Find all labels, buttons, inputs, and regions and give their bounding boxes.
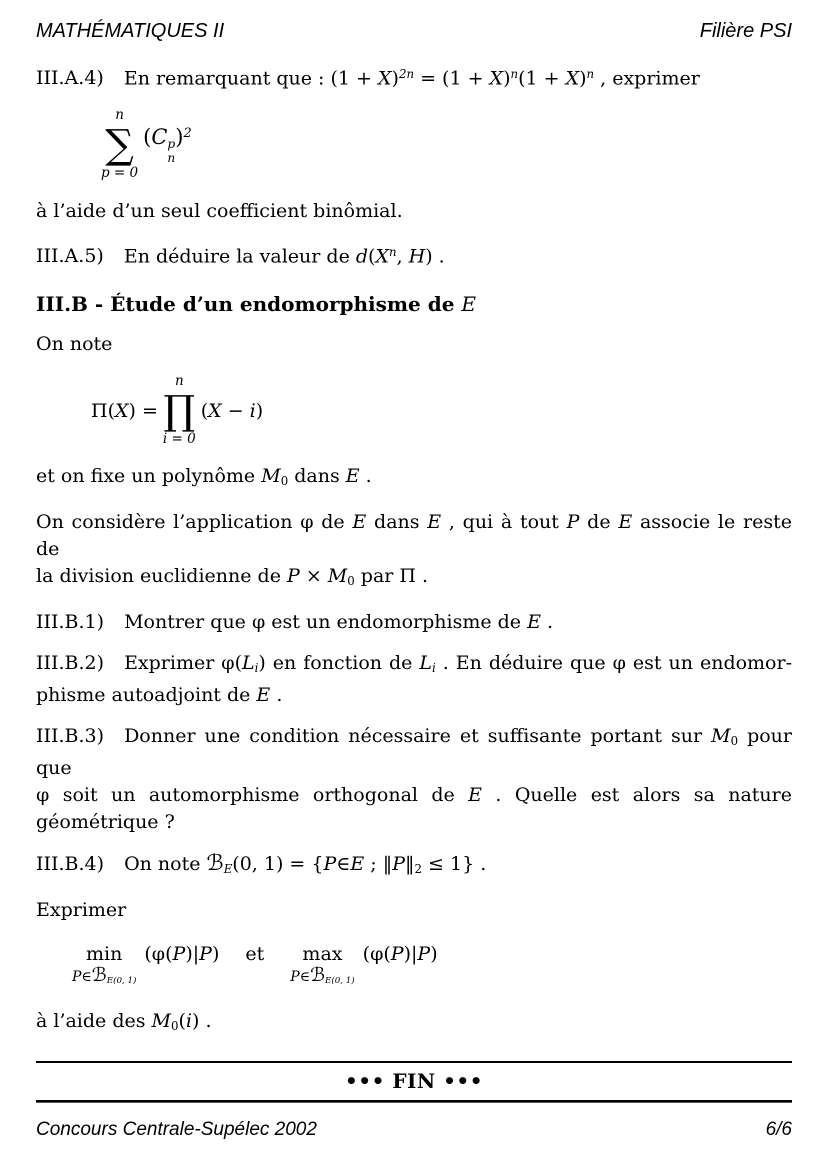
- subscript: n: [167, 151, 176, 166]
- exprimer-text: Exprimer: [36, 898, 127, 921]
- text-run: Exprimer φ(: [124, 652, 243, 674]
- text-run: E(0, 1): [325, 975, 355, 986]
- text-run: III.A.5): [36, 245, 104, 268]
- text-run: par Π .: [354, 565, 429, 588]
- text-run: (1 +: [330, 67, 378, 90]
- question-III-B-4: [36, 850, 792, 883]
- text-run: ): [579, 67, 587, 90]
- header-filiere: Filière PSI: [699, 20, 792, 42]
- section-heading-III-B: [36, 291, 792, 318]
- text-run: ): [391, 67, 399, 90]
- text-run: Donner une condition nécessaire et suffisante portant sur: [124, 724, 712, 747]
- text-run: E: [461, 292, 476, 317]
- fin-label: ••• FIN •••: [345, 1068, 483, 1093]
- text-run: P: [392, 852, 405, 875]
- text-run: E: [350, 852, 365, 875]
- max-term: [290, 943, 437, 991]
- max-operator: [290, 943, 354, 991]
- aide-M0i-text: [36, 1008, 792, 1040]
- text-run: E(0, 1): [106, 975, 137, 986]
- text-run: E: [256, 683, 271, 706]
- text-run: M: [327, 565, 348, 588]
- text-run: III.B.4): [36, 852, 105, 875]
- text-run: . Quelle est alors sa nature: [482, 783, 792, 806]
- sigma-symbol: ∑: [105, 122, 134, 169]
- text-run: ℬ: [206, 850, 224, 876]
- text-run: Montrer que φ est un endomorphisme de: [124, 611, 528, 633]
- text-run: (φ(: [362, 942, 391, 965]
- text-run: X: [375, 245, 389, 268]
- max-label: max: [302, 942, 343, 965]
- text-run: ): [211, 942, 220, 965]
- text-run: X: [489, 67, 504, 90]
- text-run: à l’aide des: [36, 1009, 152, 1032]
- text-run: 0: [171, 1018, 179, 1033]
- text-run: P: [287, 565, 300, 588]
- min-label: min: [86, 942, 123, 965]
- text-run: la division euclidienne de: [36, 565, 287, 588]
- text-run: ∈: [336, 852, 351, 875]
- text-run: P: [72, 968, 82, 985]
- text-run: En déduire la valeur de: [123, 245, 356, 268]
- text-run: L: [419, 652, 432, 674]
- text-run: E: [618, 511, 633, 534]
- text-run: En remarquant que :: [123, 67, 331, 90]
- text-run: III.B.2): [36, 652, 105, 674]
- product-lhs: [91, 400, 158, 422]
- fixe-polynome-text: [36, 463, 792, 495]
- question-III-A-5: [36, 239, 792, 270]
- sum-operator: [101, 107, 138, 182]
- footer-page-number: 6/6: [765, 1118, 792, 1140]
- text-run: P: [390, 942, 404, 965]
- text-run: P: [172, 942, 186, 965]
- text-run: n: [388, 244, 397, 259]
- text-run: . En déduire que φ est un endomor-: [435, 652, 793, 674]
- text-run: ): [255, 399, 264, 422]
- min-term: [72, 943, 219, 991]
- text-run: associe le reste de: [36, 511, 792, 561]
- et-connector: et: [245, 942, 265, 965]
- text-run: III.B.1): [36, 611, 105, 633]
- text-run: E: [527, 611, 541, 633]
- text-run: C: [151, 124, 168, 149]
- text-run: ) =: [128, 399, 158, 422]
- text-run: d: [355, 245, 369, 268]
- text-run: dans: [288, 465, 346, 488]
- sum-expression: [143, 125, 192, 166]
- text-run: i: [185, 1009, 192, 1032]
- text-run: P: [417, 942, 431, 965]
- footer-concours: Concours Centrale-Supélec 2002: [36, 1118, 317, 1140]
- text-run: .: [270, 683, 283, 706]
- text-run: III.B.3): [36, 724, 105, 747]
- text-run: X: [565, 67, 580, 90]
- text-run: i: [431, 660, 436, 675]
- text-run: n: [510, 67, 519, 81]
- text-run: P: [290, 968, 300, 985]
- text-run: L: [242, 652, 255, 674]
- text-run: dans: [366, 511, 428, 534]
- text-run: ): [430, 942, 438, 965]
- text-run: ∈: [81, 968, 92, 985]
- product-rhs: [201, 400, 263, 422]
- text-run: Π(: [91, 399, 115, 422]
- question-III-B-3: [36, 723, 792, 836]
- text-run: .: [359, 465, 372, 488]
- question-III-B-1: [36, 609, 792, 636]
- sum-lower-limit: p = 0: [101, 165, 139, 182]
- text-run: ℬ: [310, 963, 325, 986]
- text-run: (1 +: [442, 67, 490, 90]
- qb3-line1: [36, 723, 792, 782]
- text-run: On considère l’application φ de: [36, 511, 353, 534]
- text-run: ‖: [405, 852, 415, 875]
- qb2-line2: [36, 682, 792, 709]
- question-III-B-2: [36, 650, 792, 709]
- question-III-A-4: [36, 61, 792, 92]
- on-note-text: On note: [36, 333, 113, 356]
- considere-line1: [36, 509, 792, 563]
- text-run: E: [345, 465, 360, 488]
- product-operator: [163, 373, 196, 448]
- product-lower-limit: i = 0: [162, 430, 196, 447]
- text-run: )|: [403, 942, 418, 965]
- text-run: ℬ: [91, 963, 107, 986]
- text-run: )|: [185, 942, 200, 965]
- text-run: phisme autoadjoint de: [36, 683, 257, 706]
- text-run: φ soit un automorphisme orthogonal de: [36, 783, 469, 806]
- considere-line2: [36, 563, 792, 595]
- qb3-line2: [36, 782, 792, 809]
- text-run: 2n: [398, 67, 415, 81]
- text-run: ) en fonction de: [258, 652, 420, 674]
- qb3-line3: [36, 809, 792, 836]
- superscript: p: [167, 137, 176, 152]
- min-expression: [144, 943, 219, 965]
- product-upper-limit: n: [174, 373, 184, 390]
- sum-formula: [96, 107, 792, 182]
- text-run: III.B - Étude d’un endomorphisme de: [36, 292, 462, 317]
- text-run: X: [208, 399, 222, 422]
- text-run: 0: [280, 474, 289, 489]
- text-run: (1 +: [518, 67, 566, 90]
- text-run: ): [175, 124, 184, 149]
- text-run: ≤ 1} .: [422, 852, 487, 875]
- text-run: , qui à tout: [441, 511, 567, 534]
- text-run: ): [503, 67, 511, 90]
- text-run: (φ(: [144, 942, 173, 965]
- text-run: ; ‖: [364, 852, 393, 875]
- text-run: E: [223, 861, 233, 876]
- text-run: On note: [124, 852, 207, 875]
- text-run: i: [254, 660, 259, 675]
- pi-product-symbol: ∏: [163, 387, 196, 434]
- considere-paragraph: [36, 509, 792, 595]
- page-footer: [36, 1102, 792, 1141]
- text-run: X: [378, 67, 392, 90]
- min-operator: [72, 943, 136, 991]
- text-run: ) .: [425, 245, 445, 268]
- text-run: n: [586, 67, 595, 81]
- text-run: et on fixe un polynôme: [36, 465, 262, 488]
- text-run: ×: [299, 565, 328, 588]
- aide-binomial-text: à l’aide d’un seul coefficient binômial.: [36, 199, 403, 222]
- fin-block: [36, 1061, 792, 1102]
- text-run: ) .: [192, 1009, 212, 1032]
- product-formula: [91, 373, 792, 448]
- text-run: ∈: [299, 968, 311, 985]
- text-run: E: [427, 511, 442, 534]
- text-run: (: [143, 124, 152, 149]
- sum-upper-limit: n: [115, 107, 124, 124]
- text-run: 0: [347, 574, 355, 588]
- max-underscript: [290, 965, 354, 991]
- text-run: (: [368, 245, 376, 268]
- text-run: P: [566, 511, 580, 534]
- text-run: i: [249, 399, 256, 422]
- text-run: M: [261, 465, 281, 488]
- text-run: −: [221, 399, 250, 422]
- text-run: (0, 1) = {: [232, 852, 324, 875]
- header-title: MATHÉMATIQUES II: [36, 20, 225, 42]
- text-run: P: [199, 942, 212, 965]
- text-run: =: [414, 67, 443, 90]
- text-run: 2: [414, 861, 422, 876]
- text-run: géométrique ?: [36, 810, 175, 833]
- min-max-formula: [72, 943, 792, 991]
- text-run: H: [408, 245, 426, 268]
- text-run: , exprimer: [594, 67, 700, 90]
- text-run: ,: [396, 245, 409, 268]
- text-run: E: [352, 511, 367, 534]
- text-run: E: [468, 783, 483, 806]
- text-run: 2: [183, 125, 192, 141]
- text-run: M: [711, 724, 731, 747]
- text-run: P: [323, 852, 337, 875]
- text-run: .: [540, 611, 554, 633]
- max-expression: [363, 943, 438, 965]
- qb2-line1: [36, 650, 792, 682]
- text-run: (: [200, 399, 209, 422]
- text-run: pour que: [36, 724, 792, 779]
- text-run: III.A.4): [36, 67, 104, 90]
- text-run: M: [151, 1009, 171, 1032]
- min-underscript: [72, 965, 136, 991]
- text-run: de: [579, 511, 619, 534]
- page-header: [36, 20, 792, 42]
- text-run: X: [114, 399, 129, 422]
- text-run: 0: [730, 733, 739, 748]
- text-run: (: [178, 1009, 186, 1032]
